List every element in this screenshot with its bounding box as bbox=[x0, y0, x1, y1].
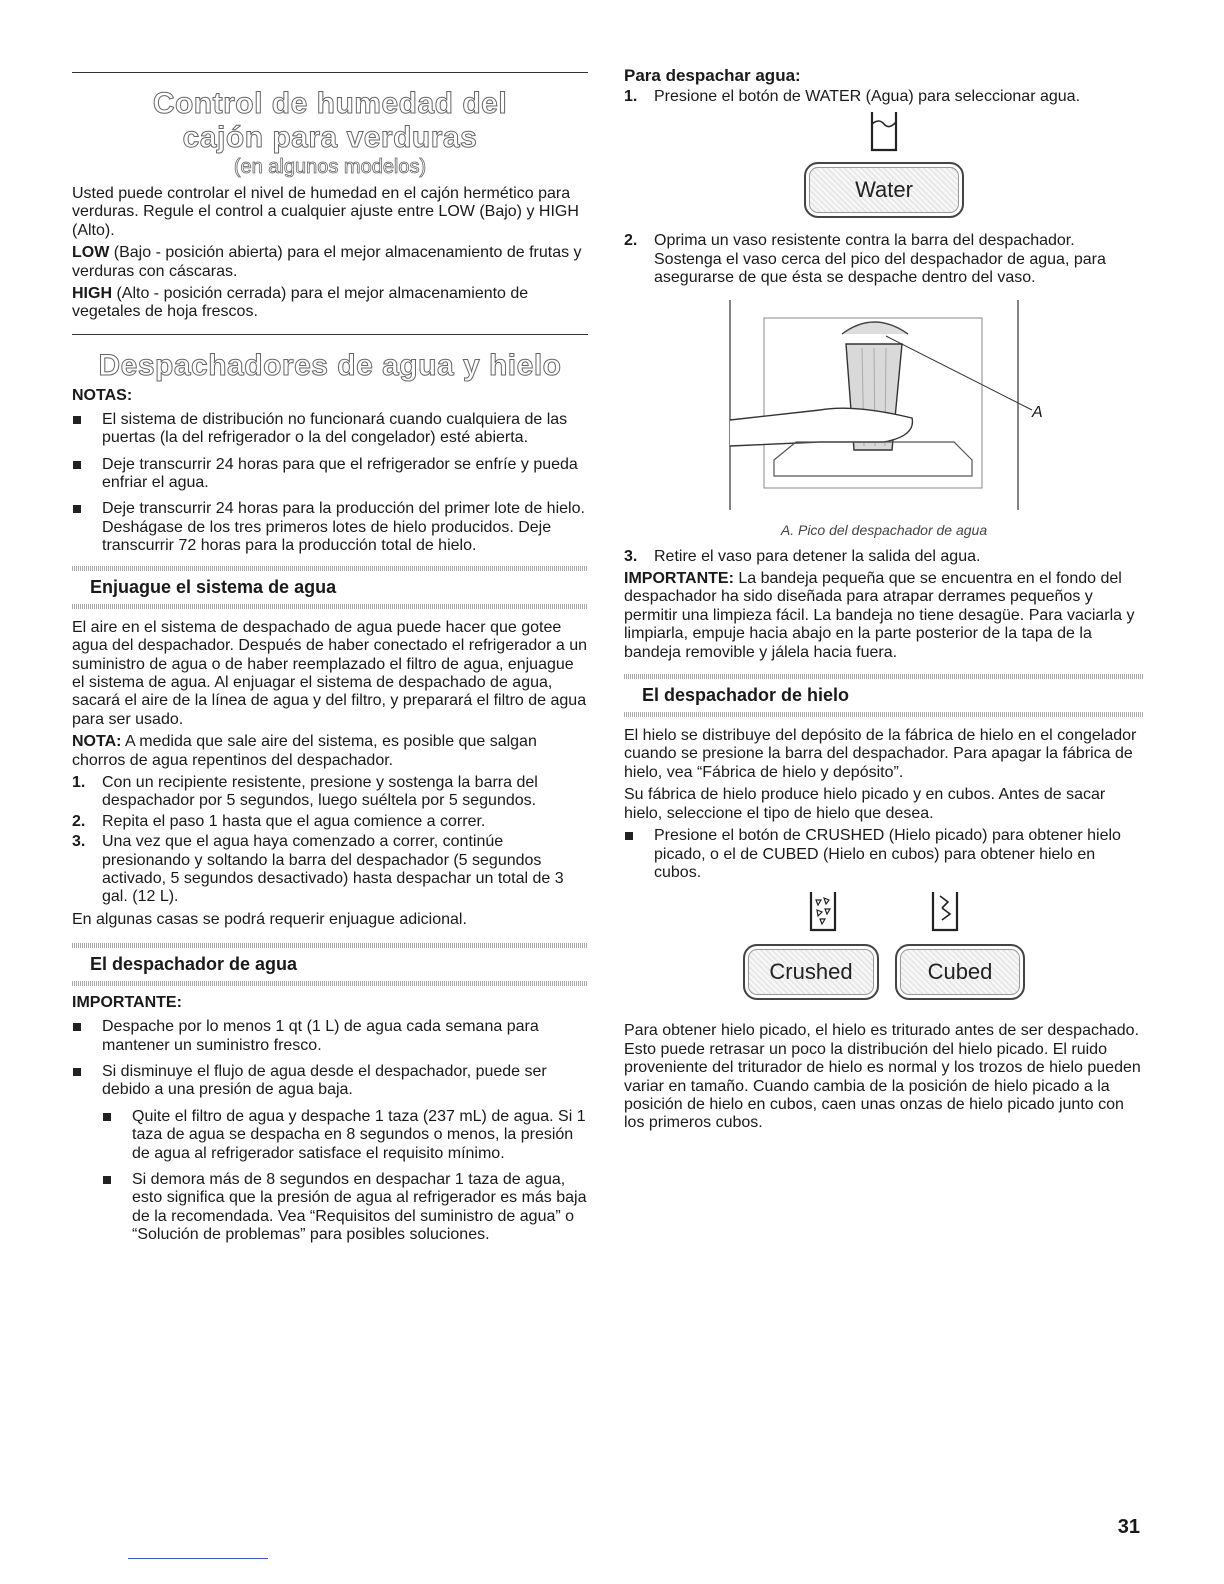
notes-label: NOTAS: bbox=[72, 386, 133, 404]
flush-steps bbox=[72, 774, 588, 907]
list-item bbox=[624, 88, 1144, 106]
ice-dispenser-title: El despachador de hielo bbox=[642, 685, 850, 706]
dispensers-title: Despachadores de agua y hielo bbox=[98, 348, 562, 382]
important-text: La bandeja pequeña que se encuentra en el fondo del despachador ha sido diseñada para atrapar derrames pequeños y permitir una limpieza fácil. La bandeja no tiene desagüe. Para vaciarla y limpiarla, empuje hacia abajo en la parte posterior de la tapa de la bandeja removible y jálela hacia fuera. bbox=[624, 570, 1135, 661]
footer-line bbox=[128, 1558, 268, 1559]
callout-letter-a: A bbox=[1032, 403, 1043, 421]
dispense-steps-3 bbox=[624, 548, 1144, 566]
important-label: IMPORTANTE: bbox=[624, 570, 734, 588]
humidity-subtitle: (en algunos modelos) bbox=[233, 156, 427, 178]
ice-button-row bbox=[624, 944, 1144, 1000]
list-item bbox=[72, 813, 588, 831]
list-item: Deje transcurrir 24 horas para que el refrigerador se enfríe y pueda enfriar el agua. bbox=[72, 456, 588, 493]
step-number: 2. bbox=[624, 232, 638, 250]
section-rule bbox=[72, 334, 588, 335]
water-bullets bbox=[72, 1018, 588, 1100]
list-item: Despache por lo menos 1 qt (1 L) de agua cada semana para mantener un suministro fresco. bbox=[72, 1018, 588, 1055]
list-item: Si demora más de 8 segundos en despachar 1 taza de agua, esto significa que la presión de agua al refrigerador es más baja de la recomendada. Vea “Requisitos del suministro de agua” o “Solución de problemas” para posibles soluciones. bbox=[102, 1171, 588, 1245]
glass-dispenser-drawing bbox=[624, 300, 1144, 516]
humidity-low bbox=[72, 244, 588, 281]
water-sub-bullets bbox=[102, 1108, 588, 1245]
dispense-water-title: Para despachar agua: bbox=[624, 66, 801, 85]
humidity-high bbox=[72, 285, 588, 322]
humidity-intro: Usted puede controlar el nivel de humedad en el cajón hermético para verduras. Regule el control a cualquier ajuste entre LOW (Bajo) y HIGH (Alto). bbox=[72, 185, 579, 239]
humidity-title-line1: Control de humedad del bbox=[152, 87, 508, 120]
step-number: 3. bbox=[624, 547, 638, 565]
high-label: HIGH bbox=[72, 285, 112, 303]
step-number: 1. bbox=[72, 773, 86, 791]
flush-outro: En algunas casas se podrá requerir enjuague adicional. bbox=[72, 910, 467, 928]
step-text: Con un recipiente resistente, presione y sostenga la barra del despachador por 5 segundos, luego suéltela por 5 segundos. bbox=[102, 773, 538, 810]
dispense-steps-1 bbox=[624, 88, 1144, 106]
water-icon-row bbox=[624, 110, 1144, 154]
list-item: Si disminuye el flujo de agua desde el despachador, puede ser debido a una presión de agua baja. bbox=[72, 1063, 588, 1100]
flush-title: Enjuague el sistema de agua bbox=[90, 576, 337, 597]
cubed-ice-icon bbox=[930, 890, 960, 934]
dispense-steps-2 bbox=[624, 232, 1144, 287]
list-item bbox=[624, 232, 1144, 287]
low-label: LOW bbox=[72, 244, 110, 262]
water-glass-icon bbox=[869, 110, 899, 154]
step-text: Repita el paso 1 hasta que el agua comience a correr. bbox=[102, 812, 486, 830]
step-text: Presione el botón de WATER (Agua) para seleccionar agua. bbox=[654, 88, 1081, 105]
water-button: Water bbox=[804, 162, 964, 218]
list-item bbox=[72, 833, 588, 907]
water-button-row bbox=[624, 162, 1144, 218]
note-label: NOTA: bbox=[72, 733, 122, 751]
left-column bbox=[72, 60, 588, 1253]
water-dispenser-title: El despachador de agua bbox=[90, 954, 298, 975]
ice-p2: Su fábrica de hielo produce hielo picado y en cubos. Antes de sacar hielo, seleccione el tipo de hielo que desea. bbox=[624, 786, 1106, 822]
step-text: Retire el vaso para detener la salida del agua. bbox=[654, 547, 981, 565]
page-number: 31 bbox=[1117, 1516, 1140, 1538]
step-number: 3. bbox=[72, 833, 86, 851]
step-number: 2. bbox=[72, 812, 86, 830]
list-item: Presione el botón de CRUSHED (Hielo picado) para obtener hielo picado, o el de CUBED (Hielo en cubos) para obtener hielo en cubos. bbox=[624, 827, 1144, 882]
list-item: El sistema de distribución no funcionará cuando cualquiera de las puertas (la del refrigerador o la del congelador) esté abierta. bbox=[72, 411, 588, 448]
list-item: Deje transcurrir 24 horas para la producción del primer lote de hielo. Deshágase de los tres primeros lotes de hielo producidos. Deje transcurrir 72 horas para la producción total de hielo. bbox=[72, 500, 588, 555]
list-item bbox=[72, 774, 588, 811]
list-item: Quite el filtro de agua y despache 1 taza (237 mL) de agua. Si 1 taza de agua se despacha en 8 segundos o menos, la presión de agua al refrigerador satisface el requisito mínimo. bbox=[102, 1108, 588, 1163]
step-text: Oprima un vaso resistente contra la barra del despachador. Sostenga el vaso cerca del pico del despachador de agua, para asegurarse de que ésta se despache dentro del vaso. bbox=[654, 232, 1106, 287]
crushed-button: Crushed bbox=[743, 944, 879, 1000]
high-text: (Alto - posición cerrada) para el mejor almacenamiento de vegetales de hoja frescos. bbox=[72, 285, 529, 321]
list-item bbox=[624, 548, 1144, 566]
flush-intro: El aire en el sistema de despachado de agua puede hacer que gotee agua del despachador. Después de haber conectado el refrigerador a un suministro de agua o de haber reemplazado el filtro de agua, enjuague el sistema de agua. Al enjuagar el sistema de despachado de agua, sacará el aire de la línea de agua y del filtro, y preparará el filtro de agua para ser usado. bbox=[72, 618, 588, 728]
ice-p3: Para obtener hielo picado, el hielo es triturado antes de ser despachado. Esto puede retrasar un poco la distribución del hielo picado. El ruido proveniente del triturador de hielo es normal y los trozos de hielo pueden variar en tamaño. Cuando cambia de la posición de hielo picado a la posición de hielo en cubos, caen unas onzas de hielo picado junto con los primeros cubos. bbox=[624, 1022, 1141, 1132]
hatch-divider bbox=[72, 981, 588, 986]
illustration-caption: A. Pico del despachador de agua bbox=[780, 521, 988, 538]
step-text: Una vez que el agua haya comenzado a correr, continúe presionando y soltando la barra del despachador (5 segundos activado, 5 segundos desactivado) hasta despachar un total de 3 gal. (12 L). bbox=[102, 833, 564, 906]
low-text: (Bajo - posición abierta) para el mejor almacenamiento de frutas y verduras con cáscaras. bbox=[72, 244, 582, 280]
dispenser-illustration bbox=[624, 300, 1144, 516]
hatch-divider bbox=[72, 604, 588, 609]
dispense-important bbox=[624, 570, 1144, 662]
crushed-ice-icon bbox=[808, 890, 838, 934]
notes-list bbox=[72, 411, 588, 556]
flush-note bbox=[72, 733, 588, 770]
ice-p1: El hielo se distribuye del depósito de la fábrica de hielo en el congelador cuando se presione la barra del despachador. Para apagar la fábrica de hielo, vea “Fábrica de hielo y depósito”. bbox=[624, 727, 1137, 781]
ice-bullets bbox=[624, 827, 1144, 882]
humidity-title-line2: cajón para verduras bbox=[182, 121, 478, 154]
right-column bbox=[624, 60, 1144, 1137]
step-number: 1. bbox=[624, 88, 638, 105]
important-label: IMPORTANTE: bbox=[72, 994, 182, 1012]
hatch-divider bbox=[624, 712, 1144, 717]
ice-icon-row bbox=[624, 890, 1144, 934]
note-text: A medida que sale aire del sistema, es posible que salgan chorros de agua repentinos del despachador. bbox=[72, 733, 537, 769]
cubed-button: Cubed bbox=[895, 944, 1025, 1000]
